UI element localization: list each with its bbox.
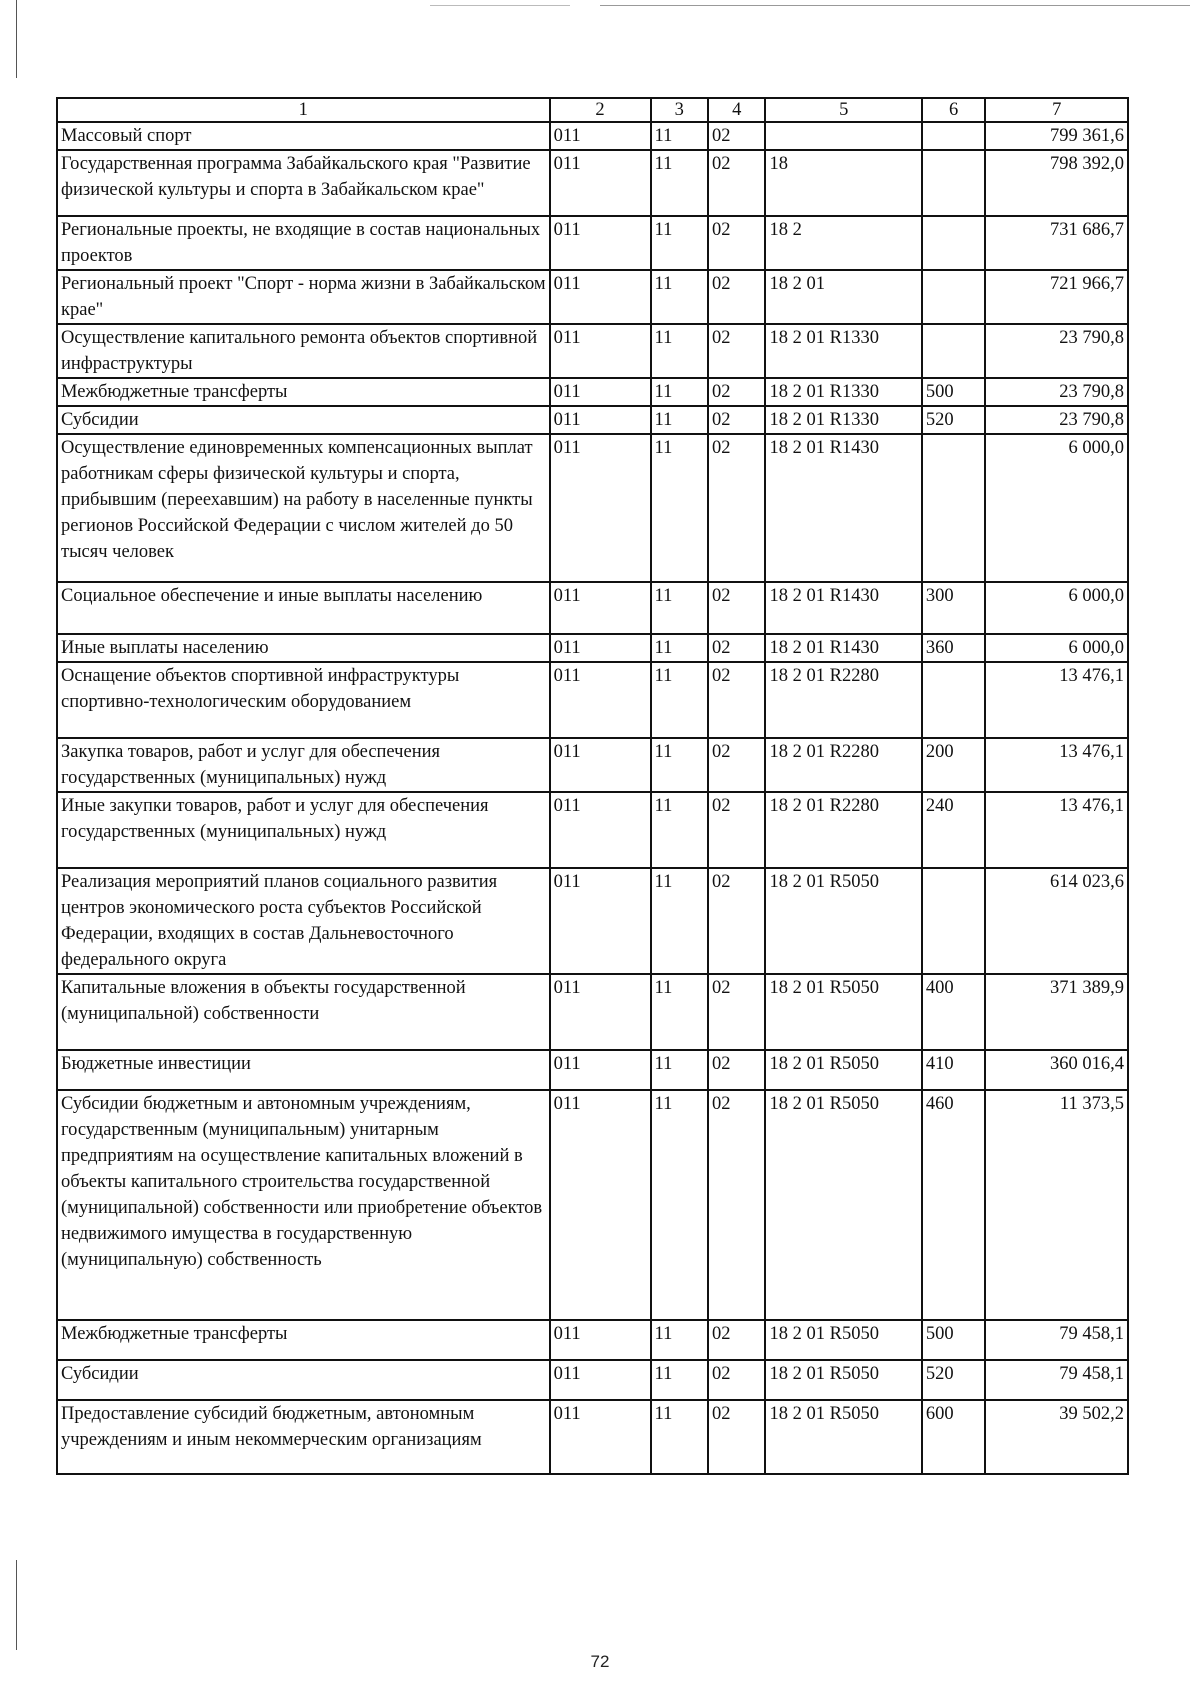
row-amount: 6 000,0 [985,634,1128,662]
row-code-5: 18 2 01 R2280 [765,792,921,868]
header-cell-5: 5 [765,98,921,122]
budget-table [56,97,1129,1475]
header-cell-3: 3 [651,98,708,122]
table-row [57,662,1128,738]
row-amount: 371 389,9 [985,974,1128,1050]
budget-table-body [57,98,1128,1474]
row-code-2: 011 [550,634,651,662]
row-name: Осуществление капитального ремонта объектов спортивной инфраструктуры [57,324,550,378]
row-code-5: 18 2 [765,216,921,270]
row-amount: 360 016,4 [985,1050,1128,1090]
table-row [57,270,1128,324]
scan-mark [16,1560,17,1650]
row-code-5: 18 2 01 R2280 [765,738,921,792]
row-code-4: 02 [708,434,766,582]
row-code-5: 18 2 01 R5050 [765,868,921,974]
row-code-5: 18 2 01 R1430 [765,434,921,582]
row-code-4: 02 [708,1090,766,1320]
table-header-row [57,98,1128,122]
scan-mark [16,0,17,78]
row-name: Региональный проект "Спорт - норма жизни в Забайкальском крае" [57,270,550,324]
header-cell-6: 6 [922,98,986,122]
row-code-3: 11 [651,792,708,868]
row-amount: 23 790,8 [985,406,1128,434]
row-amount: 6 000,0 [985,434,1128,582]
table-row [57,434,1128,582]
row-code-3: 11 [651,582,708,634]
row-code-5: 18 2 01 R1430 [765,634,921,662]
row-code-4: 02 [708,582,766,634]
row-name: Предоставление субсидий бюджетным, автономным учреждениям и иным некоммерческим организациям [57,1400,550,1474]
row-code-4: 02 [708,1400,766,1474]
table-row [57,1360,1128,1400]
row-name: Закупка товаров, работ и услуг для обеспечения государственных (муниципальных) нужд [57,738,550,792]
table-row [57,324,1128,378]
row-code-3: 11 [651,634,708,662]
row-name: Межбюджетные трансферты [57,1320,550,1360]
row-code-6 [922,270,986,324]
row-code-3: 11 [651,738,708,792]
row-code-6: 300 [922,582,986,634]
row-code-3: 11 [651,662,708,738]
row-code-3: 11 [651,1320,708,1360]
row-code-5: 18 [765,150,921,216]
row-amount: 13 476,1 [985,792,1128,868]
row-code-4: 02 [708,324,766,378]
row-code-6: 460 [922,1090,986,1320]
table-row [57,738,1128,792]
row-code-6: 520 [922,406,986,434]
table-row [57,1090,1128,1320]
row-code-3: 11 [651,1090,708,1320]
row-code-2: 011 [550,216,651,270]
row-name: Государственная программа Забайкальского края "Развитие физической культуры и спорта в Забайкальском крае" [57,150,550,216]
row-name: Социальное обеспечение и иные выплаты населению [57,582,550,634]
row-code-5: 18 2 01 R1330 [765,378,921,406]
row-code-3: 11 [651,1400,708,1474]
row-code-6: 410 [922,1050,986,1090]
row-code-3: 11 [651,378,708,406]
table-row [57,216,1128,270]
row-code-3: 11 [651,324,708,378]
scan-mark [600,5,1190,6]
row-name: Капитальные вложения в объекты государственной (муниципальной) собственности [57,974,550,1050]
row-code-5: 18 2 01 R2280 [765,662,921,738]
row-code-4: 02 [708,216,766,270]
table-row [57,150,1128,216]
row-code-2: 011 [550,122,651,150]
row-name: Иные закупки товаров, работ и услуг для обеспечения государственных (муниципальных) нужд [57,792,550,868]
row-code-6 [922,868,986,974]
row-code-5: 18 2 01 R5050 [765,1050,921,1090]
row-code-6 [922,662,986,738]
row-code-2: 011 [550,324,651,378]
row-code-2: 011 [550,1320,651,1360]
row-code-4: 02 [708,270,766,324]
row-name: Иные выплаты населению [57,634,550,662]
table-row [57,634,1128,662]
row-code-5: 18 2 01 R5050 [765,1090,921,1320]
row-name: Оснащение объектов спортивной инфраструктуры спортивно-технологическим оборудованием [57,662,550,738]
table-row [57,974,1128,1050]
row-code-2: 011 [550,662,651,738]
row-code-3: 11 [651,216,708,270]
table-row [57,406,1128,434]
row-code-6: 500 [922,1320,986,1360]
row-code-2: 011 [550,1360,651,1400]
header-cell-7: 7 [985,98,1128,122]
table-row [57,1400,1128,1474]
row-code-4: 02 [708,974,766,1050]
row-amount: 798 392,0 [985,150,1128,216]
row-code-6: 360 [922,634,986,662]
row-name: Региональные проекты, не входящие в состав национальных проектов [57,216,550,270]
row-code-5: 18 2 01 [765,270,921,324]
table-row [57,122,1128,150]
row-code-3: 11 [651,434,708,582]
table-row [57,582,1128,634]
row-name: Субсидии бюджетным и автономным учреждениям, государственным (муниципальным) унитарным предприятиям на осуществление капитальных вложений в объекты капитального строительства государственной (муниципальной) собственности или приобретение объектов недвижимого имущества в государственную (муниципальную) собственность [57,1090,550,1320]
row-code-5: 18 2 01 R5050 [765,1360,921,1400]
row-code-2: 011 [550,434,651,582]
row-amount: 23 790,8 [985,378,1128,406]
row-code-4: 02 [708,634,766,662]
row-amount: 614 023,6 [985,868,1128,974]
row-amount: 23 790,8 [985,324,1128,378]
row-code-5: 18 2 01 R1430 [765,582,921,634]
row-code-3: 11 [651,270,708,324]
row-code-3: 11 [651,150,708,216]
row-code-4: 02 [708,150,766,216]
row-code-2: 011 [550,792,651,868]
row-amount: 13 476,1 [985,738,1128,792]
row-name: Субсидии [57,1360,550,1400]
row-amount: 799 361,6 [985,122,1128,150]
row-code-2: 011 [550,1400,651,1474]
row-code-6: 520 [922,1360,986,1400]
row-code-5 [765,122,921,150]
row-amount: 11 373,5 [985,1090,1128,1320]
row-code-4: 02 [708,1050,766,1090]
row-code-2: 011 [550,1090,651,1320]
row-code-6 [922,434,986,582]
row-code-6 [922,150,986,216]
row-code-4: 02 [708,792,766,868]
row-code-2: 011 [550,868,651,974]
row-name: Массовый спорт [57,122,550,150]
row-code-3: 11 [651,122,708,150]
row-code-6 [922,324,986,378]
row-amount: 79 458,1 [985,1320,1128,1360]
row-code-4: 02 [708,406,766,434]
row-amount: 731 686,7 [985,216,1128,270]
row-name: Субсидии [57,406,550,434]
row-code-3: 11 [651,974,708,1050]
row-code-4: 02 [708,1320,766,1360]
row-name: Реализация мероприятий планов социального развития центров экономического роста субъектов Российской Федерации, входящих в состав Дальневосточного федерального округа [57,868,550,974]
row-code-6: 600 [922,1400,986,1474]
row-code-6: 240 [922,792,986,868]
row-code-5: 18 2 01 R1330 [765,406,921,434]
row-code-2: 011 [550,150,651,216]
row-code-5: 18 2 01 R1330 [765,324,921,378]
row-code-6: 200 [922,738,986,792]
scan-mark [430,5,570,6]
row-code-2: 011 [550,738,651,792]
row-name: Бюджетные инвестиции [57,1050,550,1090]
row-amount: 79 458,1 [985,1360,1128,1400]
row-code-6: 400 [922,974,986,1050]
row-code-2: 011 [550,406,651,434]
row-code-6: 500 [922,378,986,406]
row-code-4: 02 [708,662,766,738]
row-name: Межбюджетные трансферты [57,378,550,406]
row-code-3: 11 [651,1050,708,1090]
row-code-6 [922,122,986,150]
row-code-4: 02 [708,868,766,974]
header-cell-1: 1 [57,98,550,122]
row-code-5: 18 2 01 R5050 [765,1320,921,1360]
row-code-2: 011 [550,270,651,324]
row-code-6 [922,216,986,270]
header-cell-2: 2 [550,98,651,122]
row-code-4: 02 [708,1360,766,1400]
row-amount: 13 476,1 [985,662,1128,738]
row-code-2: 011 [550,582,651,634]
row-code-3: 11 [651,1360,708,1400]
row-code-3: 11 [651,868,708,974]
row-name: Осуществление единовременных компенсационных выплат работникам сферы физической культуры и спорта, прибывшим (переехавшим) на работу в населенные пункты регионов Российской Федерации с числом жителей до 50 тысяч человек [57,434,550,582]
row-code-5: 18 2 01 R5050 [765,974,921,1050]
row-amount: 6 000,0 [985,582,1128,634]
page-number: 72 [590,1652,610,1671]
row-code-4: 02 [708,378,766,406]
row-amount: 721 966,7 [985,270,1128,324]
row-code-2: 011 [550,378,651,406]
row-code-5: 18 2 01 R5050 [765,1400,921,1474]
table-row [57,1320,1128,1360]
table-row [57,378,1128,406]
row-amount: 39 502,2 [985,1400,1128,1474]
row-code-2: 011 [550,1050,651,1090]
row-code-4: 02 [708,738,766,792]
table-row [57,868,1128,974]
header-cell-4: 4 [708,98,766,122]
row-code-4: 02 [708,122,766,150]
table-row [57,1050,1128,1090]
row-code-3: 11 [651,406,708,434]
table-row [57,792,1128,868]
row-code-2: 011 [550,974,651,1050]
